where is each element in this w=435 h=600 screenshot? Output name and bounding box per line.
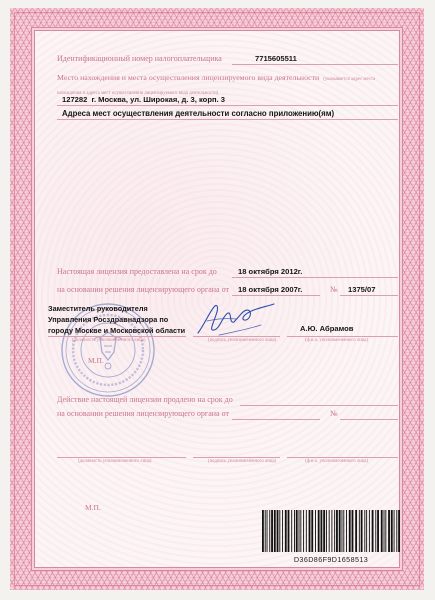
seal-label: М.П.: [88, 356, 104, 365]
barcode-bar: [334, 510, 335, 552]
barcode-bar: [277, 510, 279, 552]
signatory-position-line-1: Заместитель руководителя: [48, 304, 148, 313]
caption-signature: (подпись уполномоченного лица): [208, 338, 277, 343]
barcode-bar: [384, 510, 385, 552]
barcode-bar: [366, 510, 367, 552]
handwritten-signature: [195, 297, 277, 341]
extension-number-sign: №: [330, 409, 338, 418]
barcode-bar: [361, 510, 363, 552]
barcode-bar: [282, 510, 283, 552]
extension-seal-label: М.П.: [85, 503, 101, 512]
extension-signature-rule: [193, 457, 280, 458]
barcode-bar: [288, 510, 290, 552]
barcode-bar: [311, 510, 313, 552]
barcode-bar: [291, 510, 292, 552]
signatory-position-line-3: городу Москве и Московской области: [48, 326, 186, 335]
barcode-bar: [323, 510, 325, 552]
barcode-bar: [269, 510, 270, 552]
barcode-bar: [342, 510, 343, 552]
barcode-bar: [299, 510, 300, 552]
address-hint: (указывается адрес места нахождения и адреса мест осуществления лицензируемого вида деятельности): [57, 77, 376, 96]
barcode-bar: [372, 510, 374, 552]
inn-rule: [232, 64, 398, 65]
signatory-name: А.Ю. Абрамов: [300, 324, 354, 333]
barcode-bar: [279, 510, 280, 552]
address-line-1: 127282 г. Москва, ул. Широкая, д. 3, корп. 3: [62, 95, 225, 104]
barcode-bar: [391, 510, 393, 552]
caption-name: (ф.и.о. уполномоченного лица): [305, 338, 369, 343]
term-basis-label: на основании решения лицензирующего органа от: [57, 285, 229, 294]
extension-basis-rule: [232, 419, 320, 420]
barcode-bar: [398, 510, 400, 552]
inn-label: Идентификационный номер налогоплательщика: [57, 54, 222, 63]
barcode-bar: [375, 510, 376, 552]
barcode-bar: [271, 510, 273, 552]
name-rule: [287, 336, 398, 337]
barcode-bar: [274, 510, 276, 552]
barcode-bar: [381, 510, 383, 552]
term-basis-date: 18 октября 2007г.: [238, 285, 303, 294]
barcode-bar: [265, 510, 266, 552]
term-number-rule: [340, 295, 398, 296]
extension-caption-signature: (подпись уполномоченного лица): [208, 459, 277, 464]
barcode-bar: [300, 510, 301, 552]
term-rule: [232, 277, 398, 278]
address-rule-2: [57, 119, 398, 120]
barcode-bar: [385, 510, 386, 552]
position-rule: [48, 336, 186, 337]
term-basis-rule: [232, 295, 320, 296]
barcode-bar: [396, 510, 397, 552]
barcode-bar: [315, 510, 316, 552]
extension-basis-label: на основании решения лицензирующего органа от: [57, 409, 229, 418]
signatory-position-line-2: Управления Росздравнадзора по: [48, 315, 169, 324]
address-rule-1: [57, 105, 398, 106]
term-number-sign: №: [330, 285, 338, 294]
extension-position-rule: [57, 457, 186, 458]
barcode-bar: [326, 510, 327, 552]
barcode: [262, 510, 400, 552]
barcode-bar: [377, 510, 379, 552]
barcode-bar: [343, 510, 344, 552]
barcode-bar: [336, 510, 338, 552]
barcode-bar: [320, 510, 322, 552]
barcode-bar: [355, 510, 357, 552]
barcode-bar: [306, 510, 307, 552]
barcode-bar: [331, 510, 332, 552]
term-until: 18 октября 2012г.: [238, 267, 303, 276]
barcode-bar: [309, 510, 311, 552]
barcode-bar: [339, 510, 341, 552]
barcode-bar: [329, 510, 330, 552]
barcode-bar: [359, 510, 360, 552]
term-label: Настоящая лицензия предоставлена на срок до: [57, 267, 217, 276]
barcode-bar: [285, 510, 287, 552]
barcode-bar: [303, 510, 304, 552]
extension-label: Действие настоящей лицензии продлено на срок до: [57, 395, 233, 404]
address-line-2: Адреса мест осуществления деятельности согласно приложению(ям): [62, 109, 335, 118]
term-number: 1375/07: [348, 285, 376, 294]
barcode-bar: [364, 510, 365, 552]
extension-number-rule: [340, 419, 398, 420]
barcode-bar: [262, 510, 264, 552]
caption-position: (должность уполномоченного лица): [72, 338, 146, 343]
address-label: Место нахождения и места осуществления лицензируемого вида деятельности: [57, 73, 320, 82]
barcode-bar: [296, 510, 298, 552]
extension-name-rule: [287, 457, 398, 458]
barcode-bar: [388, 510, 390, 552]
barcode-bar: [394, 510, 395, 552]
extension-caption-position: (должность уполномоченного лица): [78, 459, 152, 464]
barcode-bar: [352, 510, 354, 552]
barcode-code: D36D86F9D1658513: [293, 555, 369, 564]
inn-value: 7715605511: [255, 54, 297, 63]
extension-rule: [240, 405, 398, 406]
barcode-bar: [267, 510, 268, 552]
barcode-bar: [369, 510, 370, 552]
barcode-bar: [318, 510, 320, 552]
barcode-bar: [346, 510, 347, 552]
extension-caption-name: (ф.и.о. уполномоченного лица): [305, 459, 369, 464]
barcode-bar: [294, 510, 295, 552]
barcode-bar: [349, 510, 351, 552]
